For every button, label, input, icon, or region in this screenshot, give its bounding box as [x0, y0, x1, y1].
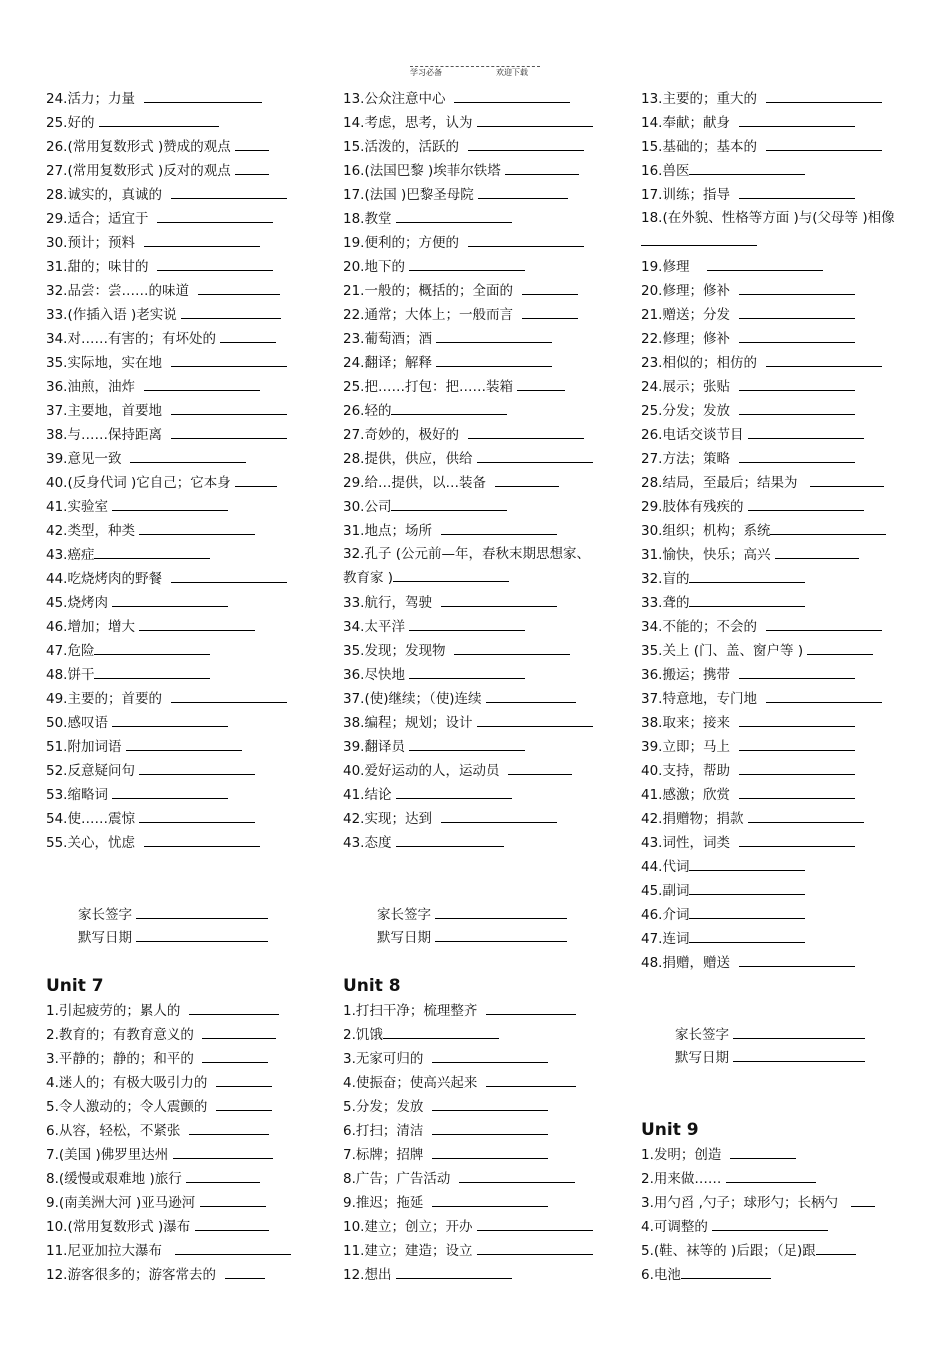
vocab-item: 38.取来；接来	[641, 713, 855, 732]
vocab-item: 5.令人激动的；令人震颤的	[46, 1097, 272, 1116]
answer-blank[interactable]	[689, 593, 805, 607]
answer-blank[interactable]	[200, 1193, 266, 1207]
dictation-date-line: 默写日期	[78, 928, 268, 947]
vocab-item: 37.(使)继续；（使)连续	[343, 689, 576, 708]
answer-blank[interactable]	[235, 137, 269, 151]
answer-blank[interactable]	[689, 857, 805, 871]
vocab-item: 6.从容，轻松，不紧张	[46, 1121, 269, 1140]
answer-blank[interactable]	[766, 353, 882, 367]
answer-blank[interactable]	[707, 257, 823, 271]
answer-blank[interactable]	[522, 305, 578, 319]
answer-blank[interactable]	[477, 1241, 593, 1255]
answer-blank[interactable]	[730, 1145, 796, 1159]
answer-blank[interactable]	[139, 521, 255, 535]
vocab-item: 1.打扫干净；梳理整齐	[343, 1001, 576, 1020]
vocab-item: 15.基础的；基本的	[641, 137, 882, 156]
answer-blank[interactable]	[739, 305, 855, 319]
vocab-item: 18.(在外貌、性格等方面 )与(父母等 )相像	[641, 206, 907, 254]
answer-blank[interactable]	[468, 425, 584, 439]
answer-blank[interactable]	[189, 1001, 279, 1015]
answer-blank[interactable]	[766, 89, 882, 103]
vocab-item: 36.油煎，油炸	[46, 377, 260, 396]
vocab-item: 20.地下的	[343, 257, 525, 276]
vocab-item: 28.诚实的，真诚的	[46, 185, 287, 204]
answer-blank[interactable]	[157, 209, 273, 223]
answer-blank[interactable]	[748, 497, 864, 511]
vocab-item: 13.主要的；重大的	[641, 89, 882, 108]
answer-blank[interactable]	[739, 449, 855, 463]
vocab-item: 29.适合；适宜于	[46, 209, 273, 228]
vocab-item: 2.饥饿	[343, 1025, 499, 1044]
answer-blank[interactable]	[468, 137, 584, 151]
vocab-item: 18.教堂	[343, 209, 512, 228]
vocab-item: 31.甜的；味甘的	[46, 257, 273, 276]
vocab-item: 4.迷人的；有极大吸引力的	[46, 1073, 272, 1092]
vocab-item: 29.给…提供，以…装备	[343, 473, 559, 492]
answer-blank[interactable]	[689, 161, 805, 175]
answer-blank[interactable]	[739, 953, 855, 967]
vocab-item: 41.结论	[343, 785, 512, 804]
answer-blank[interactable]	[739, 185, 855, 199]
answer-blank[interactable]	[235, 473, 277, 487]
answer-blank[interactable]	[144, 377, 260, 391]
vocab-item: 31.愉快，快乐；高兴	[641, 545, 859, 564]
answer-blank[interactable]	[130, 449, 246, 463]
answer-blank[interactable]	[220, 329, 276, 343]
vocab-item: 33.聋的	[641, 593, 805, 612]
vocab-item: 26.轻的	[343, 401, 507, 420]
answer-blank[interactable]	[766, 689, 882, 703]
answer-blank[interactable]	[478, 185, 568, 199]
answer-blank[interactable]	[459, 1169, 575, 1183]
vocab-item: 27.(常用复数形式 )反对的观点	[46, 161, 269, 180]
answer-blank[interactable]	[432, 1145, 548, 1159]
answer-blank[interactable]	[681, 1265, 771, 1279]
vocab-item: 48.捐赠，赠送	[641, 953, 855, 972]
answer-blank[interactable]	[139, 761, 255, 775]
answer-blank[interactable]	[517, 377, 565, 391]
vocab-item: 12.游客很多的；游客常去的	[46, 1265, 265, 1284]
unit-title: Unit 7	[46, 976, 104, 996]
answer-blank[interactable]	[198, 281, 280, 295]
vocab-item: 29.肢体有残疾的	[641, 497, 864, 516]
vocab-item: 34.不能的；不会的	[641, 617, 882, 636]
answer-blank[interactable]	[393, 568, 509, 582]
vocab-item: 14.考虑，思考，认为	[343, 113, 593, 132]
vocab-item: 42.实现；达到	[343, 809, 557, 828]
answer-blank[interactable]	[851, 1193, 875, 1207]
vocab-item: 34.对……有害的；有坏处的	[46, 329, 276, 348]
column-3	[641, 0, 911, 1345]
vocab-item: 45.烧烤肉	[46, 593, 228, 612]
date-blank[interactable]	[435, 928, 567, 942]
answer-blank[interactable]	[216, 1097, 272, 1111]
vocab-item: 41.实验室	[46, 497, 228, 516]
vocab-item: 4.使振奋；使高兴起来	[343, 1073, 576, 1092]
answer-blank[interactable]	[689, 929, 805, 943]
vocab-item: 3.用勺舀 ,勺子；球形勺；长柄勺	[641, 1193, 875, 1212]
vocab-item: 36.搬运；携带	[641, 665, 855, 684]
answer-blank[interactable]	[432, 1193, 548, 1207]
vocab-item: 33.(作插入语 )老实说	[46, 305, 281, 324]
vocab-item: 42.捐赠物；捐款	[641, 809, 864, 828]
vocab-item: 12.想出	[343, 1265, 512, 1284]
vocab-item: 3.平静的；静的；和平的	[46, 1049, 268, 1068]
vocab-item: 3.无家可归的	[343, 1049, 548, 1068]
answer-blank[interactable]	[739, 329, 855, 343]
vocab-item: 41.感激；欣赏	[641, 785, 855, 804]
answer-blank[interactable]	[216, 1073, 272, 1087]
vocab-item: 11.建立；建造；设立	[343, 1241, 593, 1260]
unit-title: Unit 8	[343, 976, 401, 996]
answer-blank[interactable]	[391, 497, 507, 511]
vocab-item: 6.打扫；清洁	[343, 1121, 548, 1140]
answer-blank[interactable]	[202, 1049, 268, 1063]
vocab-item: 22.通常；大体上；一般而言	[343, 305, 578, 324]
answer-blank[interactable]	[181, 305, 281, 319]
vocab-item: 46.增加；增大	[46, 617, 255, 636]
answer-blank[interactable]	[171, 185, 287, 199]
vocab-item: 16.兽医	[641, 161, 805, 180]
parent-signature-line: 家长签字	[78, 905, 268, 924]
vocab-item: 9.推迟；拖延	[343, 1193, 548, 1212]
answer-blank[interactable]	[739, 377, 855, 391]
answer-blank[interactable]	[99, 113, 219, 127]
answer-blank[interactable]	[171, 401, 287, 415]
vocab-item: 1.发明；创造	[641, 1145, 796, 1164]
vocab-item: 21.一般的；概括的；全面的	[343, 281, 578, 300]
vocab-item: 38.编程；规划；设计	[343, 713, 593, 732]
vocab-item: 4.可调整的	[641, 1217, 828, 1236]
vocab-item: 34.太平洋	[343, 617, 525, 636]
unit-title: Unit 9	[641, 1120, 699, 1140]
answer-blank[interactable]	[477, 113, 593, 127]
vocab-item: 13.公众注意中心	[343, 89, 570, 108]
vocab-item: 1.引起疲劳的；累人的	[46, 1001, 279, 1020]
vocab-item: 19.便利的；方便的	[343, 233, 584, 252]
answer-blank[interactable]	[641, 232, 757, 246]
answer-blank[interactable]	[225, 1265, 265, 1279]
vocab-item: 25.分发；发放	[641, 401, 855, 420]
answer-blank[interactable]	[409, 617, 525, 631]
answer-blank[interactable]	[436, 353, 552, 367]
vocab-item: 7.(美国 )佛罗里达州	[46, 1145, 273, 1164]
answer-blank[interactable]	[486, 1073, 576, 1087]
vocab-item: 20.修理；修补	[641, 281, 855, 300]
vocab-item: 27.方法；策略	[641, 449, 855, 468]
vocab-item: 40.支持，帮助	[641, 761, 855, 780]
answer-blank[interactable]	[171, 425, 287, 439]
column-1	[46, 0, 316, 1345]
answer-blank[interactable]	[766, 137, 882, 151]
answer-blank[interactable]	[739, 737, 855, 751]
answer-blank[interactable]	[94, 665, 210, 679]
column-2	[343, 0, 618, 1345]
answer-blank[interactable]	[477, 449, 593, 463]
parent-signature-line: 家长签字	[377, 905, 567, 924]
vocab-item: 43.词性，词类	[641, 833, 855, 852]
answer-blank[interactable]	[396, 1265, 512, 1279]
answer-blank[interactable]	[454, 641, 570, 655]
date-blank[interactable]	[733, 1048, 865, 1062]
answer-blank[interactable]	[139, 809, 255, 823]
vocab-item: 9.(南美洲大河 )亚马逊河	[46, 1193, 266, 1212]
vocab-item: 44.代词	[641, 857, 805, 876]
vocab-item: 47.连词	[641, 929, 805, 948]
vocab-item: 49.主要的；首要的	[46, 689, 287, 708]
answer-blank[interactable]	[739, 761, 855, 775]
answer-blank[interactable]	[173, 1145, 273, 1159]
vocab-item: 39.意见一致	[46, 449, 246, 468]
vocab-item: 32.品尝：尝……的味道	[46, 281, 280, 300]
answer-blank[interactable]	[477, 1217, 593, 1231]
vocab-item: 45.副词	[641, 881, 805, 900]
vocab-item: 54.使……震惊	[46, 809, 255, 828]
vocab-item: 10.建立；创立；开办	[343, 1217, 593, 1236]
vocab-item: 39.翻译员	[343, 737, 525, 756]
parent-signature-line: 家长签字	[675, 1025, 865, 1044]
answer-blank[interactable]	[171, 689, 287, 703]
answer-blank[interactable]	[739, 785, 855, 799]
vocab-item: 28.结局，至最后；结果为	[641, 473, 884, 492]
answer-blank[interactable]	[175, 1241, 291, 1255]
answer-blank[interactable]	[505, 161, 579, 175]
answer-blank[interactable]	[726, 1169, 816, 1183]
vocab-item: 26.(常用复数形式 )赞成的观点	[46, 137, 269, 156]
answer-blank[interactable]	[139, 617, 255, 631]
answer-blank[interactable]	[126, 737, 242, 751]
vocab-item: 24.翻译；解释	[343, 353, 552, 372]
signature-blank[interactable]	[435, 905, 567, 919]
answer-blank[interactable]	[157, 257, 273, 271]
answer-blank[interactable]	[454, 89, 570, 103]
answer-blank[interactable]	[508, 761, 572, 775]
vocab-item: 48.饼干	[46, 665, 210, 684]
answer-blank[interactable]	[739, 665, 855, 679]
vocab-item: 43.态度	[343, 833, 504, 852]
answer-blank[interactable]	[409, 257, 525, 271]
vocab-item: 24.展示；张贴	[641, 377, 855, 396]
vocab-item: 51.附加词语	[46, 737, 242, 756]
answer-blank[interactable]	[409, 665, 525, 679]
vocab-item: 8.广告；广告活动	[343, 1169, 575, 1188]
signature-blank[interactable]	[733, 1025, 865, 1039]
header-right-text: 欢迎下载	[496, 68, 528, 77]
vocab-item: 23.相似的；相仿的	[641, 353, 882, 372]
answer-blank[interactable]	[171, 353, 287, 367]
vocab-item: 8.(缓慢或艰难地 )旅行	[46, 1169, 260, 1188]
answer-blank[interactable]	[477, 713, 593, 727]
answer-blank[interactable]	[739, 281, 855, 295]
answer-blank[interactable]	[144, 833, 260, 847]
answer-blank[interactable]	[739, 833, 855, 847]
vocab-item: 33.航行，驾驶	[343, 593, 557, 612]
answer-blank[interactable]	[112, 713, 228, 727]
answer-blank[interactable]	[816, 1241, 856, 1255]
vocab-item: 30.公司	[343, 497, 507, 516]
vocab-item: 37.主要地，首要地	[46, 401, 287, 420]
answer-blank[interactable]	[432, 1097, 548, 1111]
answer-blank[interactable]	[432, 1049, 548, 1063]
header-left-text: 学习必备	[410, 68, 442, 77]
answer-blank[interactable]	[94, 545, 210, 559]
answer-blank[interactable]	[144, 89, 262, 103]
answer-blank[interactable]	[144, 233, 260, 247]
signature-blank[interactable]	[136, 905, 268, 919]
answer-blank[interactable]	[739, 401, 855, 415]
answer-blank[interactable]	[486, 689, 576, 703]
vocab-item: 35.关上 (门、盖、窗户等 )	[641, 641, 873, 660]
vocab-item: 31.地点；场所	[343, 521, 557, 540]
vocab-item: 53.缩略词	[46, 785, 228, 804]
answer-blank[interactable]	[235, 161, 269, 175]
answer-blank[interactable]	[94, 641, 210, 655]
vocab-item: 47.危险	[46, 641, 210, 660]
dictation-date-line: 默写日期	[675, 1048, 865, 1067]
vocab-item: 40.(反身代词 )它自己；它本身	[46, 473, 277, 492]
vocab-item: 26.电话交谈节目	[641, 425, 864, 444]
vocab-item: 2.教育的；有教育意义的	[46, 1025, 276, 1044]
vocab-item: 7.标牌；招牌	[343, 1145, 548, 1164]
vocab-item: 43.癌症	[46, 545, 210, 564]
answer-blank[interactable]	[195, 1217, 269, 1231]
answer-blank[interactable]	[396, 209, 512, 223]
answer-blank[interactable]	[112, 497, 228, 511]
answer-blank[interactable]	[766, 617, 882, 631]
answer-blank[interactable]	[807, 641, 873, 655]
vocab-item: 35.实际地，实在地	[46, 353, 287, 372]
vocab-item: 25.好的	[46, 113, 219, 132]
answer-blank[interactable]	[486, 1001, 576, 1015]
vocab-item: 21.赠送；分发	[641, 305, 855, 324]
vocab-item: 46.介词	[641, 905, 805, 924]
vocab-item: 17.(法国 )巴黎圣母院	[343, 185, 568, 204]
vocab-item: 10.(常用复数形式 )瀑布	[46, 1217, 269, 1236]
answer-blank[interactable]	[810, 473, 884, 487]
dictation-date-line: 默写日期	[377, 928, 567, 947]
vocab-item: 27.奇妙的，极好的	[343, 425, 584, 444]
answer-blank[interactable]	[689, 905, 805, 919]
answer-blank[interactable]	[748, 809, 864, 823]
answer-blank[interactable]	[171, 569, 287, 583]
vocab-item: 37.特意地，专门地	[641, 689, 882, 708]
answer-blank[interactable]	[112, 785, 228, 799]
vocab-item: 52.反意疑问句	[46, 761, 255, 780]
answer-blank[interactable]	[739, 113, 855, 127]
vocab-item: 6.电池	[641, 1265, 771, 1284]
vocab-item: 28.提供，供应，供给	[343, 449, 593, 468]
vocab-item: 23.葡萄酒；酒	[343, 329, 552, 348]
answer-blank[interactable]	[189, 1121, 269, 1135]
answer-blank[interactable]	[432, 1121, 548, 1135]
answer-blank[interactable]	[775, 545, 859, 559]
vocab-item: 44.吃烧烤肉的野餐	[46, 569, 287, 588]
vocab-item: 16.(法国巴黎 )埃菲尔铁塔	[343, 161, 579, 180]
vocab-item: 30.预计；预料	[46, 233, 260, 252]
answer-blank[interactable]	[202, 1025, 276, 1039]
vocab-item: 25.把……打包：把……装箱	[343, 377, 565, 396]
answer-blank[interactable]	[441, 593, 557, 607]
vocab-item: 5.分发；发放	[343, 1097, 548, 1116]
answer-blank[interactable]	[396, 833, 504, 847]
vocab-item: 32.孔子 (公元前—年，春秋末期思想家、教育家 )	[343, 546, 591, 586]
vocab-item: 55.关心，忧虑	[46, 833, 260, 852]
answer-blank[interactable]	[689, 881, 805, 895]
vocab-item: 30.组织；机构；系统	[641, 521, 886, 540]
answer-blank[interactable]	[468, 233, 584, 247]
vocab-item: 19.修理	[641, 257, 823, 276]
vocab-item: 39.立即；马上	[641, 737, 855, 756]
vocab-item: 2.用来做……	[641, 1169, 816, 1188]
vocab-item: 22.修理；修补	[641, 329, 855, 348]
vocab-item: 15.活泼的，活跃的	[343, 137, 584, 156]
answer-blank[interactable]	[396, 785, 512, 799]
answer-blank[interactable]	[441, 521, 557, 535]
vocab-item: 40.爱好运动的人，运动员	[343, 761, 572, 780]
vocab-item: 38.与……保持距离	[46, 425, 287, 444]
answer-blank[interactable]	[441, 809, 557, 823]
date-blank[interactable]	[136, 928, 268, 942]
answer-blank[interactable]	[522, 281, 578, 295]
answer-blank[interactable]	[186, 1169, 260, 1183]
answer-blank[interactable]	[770, 521, 886, 535]
answer-blank[interactable]	[112, 593, 228, 607]
vocab-item: 32.盲的	[641, 569, 805, 588]
answer-blank[interactable]	[739, 713, 855, 727]
answer-blank[interactable]	[748, 425, 864, 439]
vocab-item: 36.尽快地	[343, 665, 525, 684]
answer-blank[interactable]	[712, 1217, 828, 1231]
vocab-item: 42.类型，种类	[46, 521, 255, 540]
answer-blank[interactable]	[436, 329, 552, 343]
vocab-item: 24.活力；力量	[46, 89, 262, 108]
answer-blank[interactable]	[383, 1025, 499, 1039]
vocab-item: 5.(鞋、袜等的 )后跟；（足)跟	[641, 1241, 856, 1260]
vocab-item: 17.训练；指导	[641, 185, 855, 204]
vocab-item: 35.发现；发现物	[343, 641, 570, 660]
answer-blank[interactable]	[495, 473, 559, 487]
vocab-item: 11.尼亚加拉大瀑布	[46, 1241, 291, 1260]
answer-blank[interactable]	[391, 401, 507, 415]
vocab-item: 14.奉献；献身	[641, 113, 855, 132]
answer-blank[interactable]	[689, 569, 805, 583]
answer-blank[interactable]	[409, 737, 525, 751]
vocab-item: 50.感叹语	[46, 713, 228, 732]
